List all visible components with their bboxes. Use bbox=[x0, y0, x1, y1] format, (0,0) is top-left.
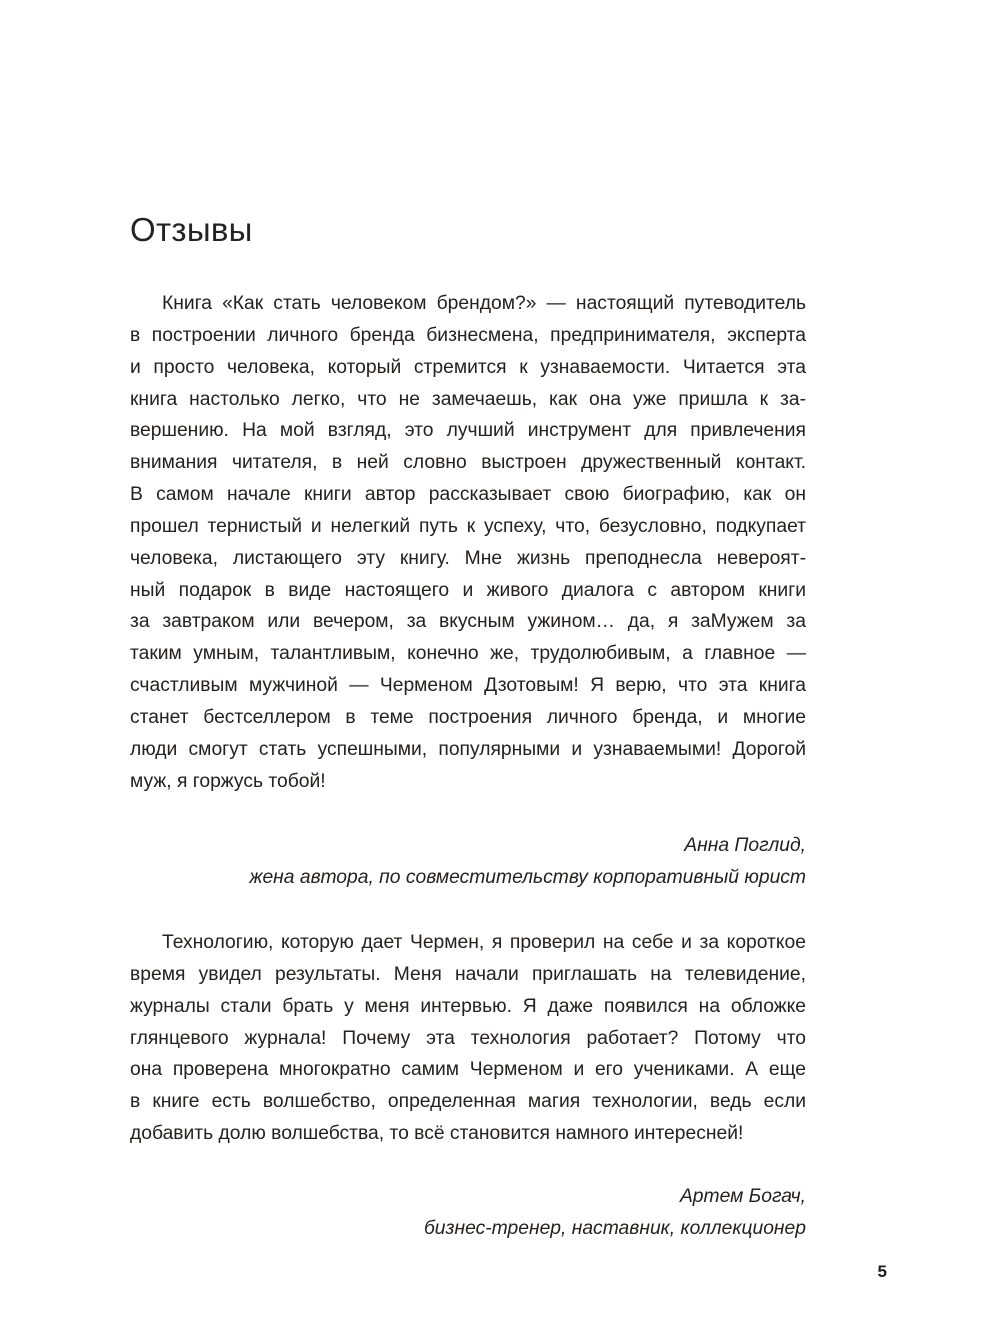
text-line: таким умным, талантливым, конечно же, трудолюбивым, а главное — bbox=[130, 643, 806, 665]
review-author: Артем Богач, bbox=[679, 1186, 806, 1207]
page-title: Отзывы bbox=[130, 211, 253, 248]
text-line: человека, листающего эту книгу. Мне жизнь преподнесла невероят- bbox=[130, 547, 806, 569]
text-line: вершению. На мой взгляд, это лучший инструмент для привлечения bbox=[130, 420, 806, 442]
text-line: добавить долю волшебства, то всё становится намного интересней! bbox=[130, 1123, 744, 1145]
text-line: и просто человека, который стремится к узнаваемости. Читается эта bbox=[130, 356, 806, 378]
text-line: счастливым мужчиной — Черменом Дзотовым! Я верю, что эта книга bbox=[130, 675, 806, 697]
text-line: муж, я горжусь тобой! bbox=[130, 770, 326, 792]
text-line: время увидел результаты. Меня начали приглашать на телевидение, bbox=[130, 963, 806, 985]
text-line: ный подарок в виде настоящего и живого диалога с автором книги bbox=[130, 579, 806, 601]
text-line: в построении личного бренда бизнесмена, предпринимателя, эксперта bbox=[130, 324, 806, 346]
review-signature bbox=[249, 830, 806, 894]
text-line: она проверена многократно самим Черменом и его учениками. А еще bbox=[130, 1059, 806, 1081]
review-text bbox=[130, 927, 806, 1150]
text-line: В самом начале книги автор рассказывает свою биографию, как он bbox=[130, 484, 806, 506]
text-line: внимания читателя, в ней словно выстроен дружественный контакт. bbox=[130, 452, 806, 474]
text-line: люди смогут стать успешными, популярными и узнаваемыми! Дорогой bbox=[130, 738, 806, 760]
text-line: Технологию, которую дает Чермен, я проверил на себе и за короткое bbox=[162, 932, 806, 953]
text-line: глянцевого журнала! Почему эта технология работает? Потому что bbox=[130, 1027, 806, 1049]
review-signature bbox=[424, 1181, 806, 1245]
text-line: журналы стали брать у меня интервью. Я даже появился на обложке bbox=[130, 995, 806, 1017]
text-line: станет бестселлером в теме построения личного бренда, и многие bbox=[130, 706, 806, 728]
page-number: 5 bbox=[877, 1262, 887, 1281]
text-line: книга настолько легко, что не замечаешь, как она уже пришла к за- bbox=[130, 388, 806, 410]
text-line: Книга «Как стать человеком брендом?» — настоящий путеводитель bbox=[162, 293, 806, 314]
review-author-role: бизнес-тренер, наставник, коллекционер bbox=[423, 1218, 806, 1239]
review-text bbox=[130, 288, 806, 798]
review-author: Анна Поглид, bbox=[684, 835, 806, 856]
text-line: за завтраком или вечером, за вкусным ужином… да, я заМужем за bbox=[130, 611, 806, 633]
text-line: прошел тернистый и нелегкий путь к успеху, что, безусловно, подкупает bbox=[130, 515, 806, 537]
review-author-role: жена автора, по совместительству корпоративный юрист bbox=[249, 867, 806, 888]
text-line: в книге есть волшебство, определенная магия технологии, ведь если bbox=[130, 1091, 806, 1113]
